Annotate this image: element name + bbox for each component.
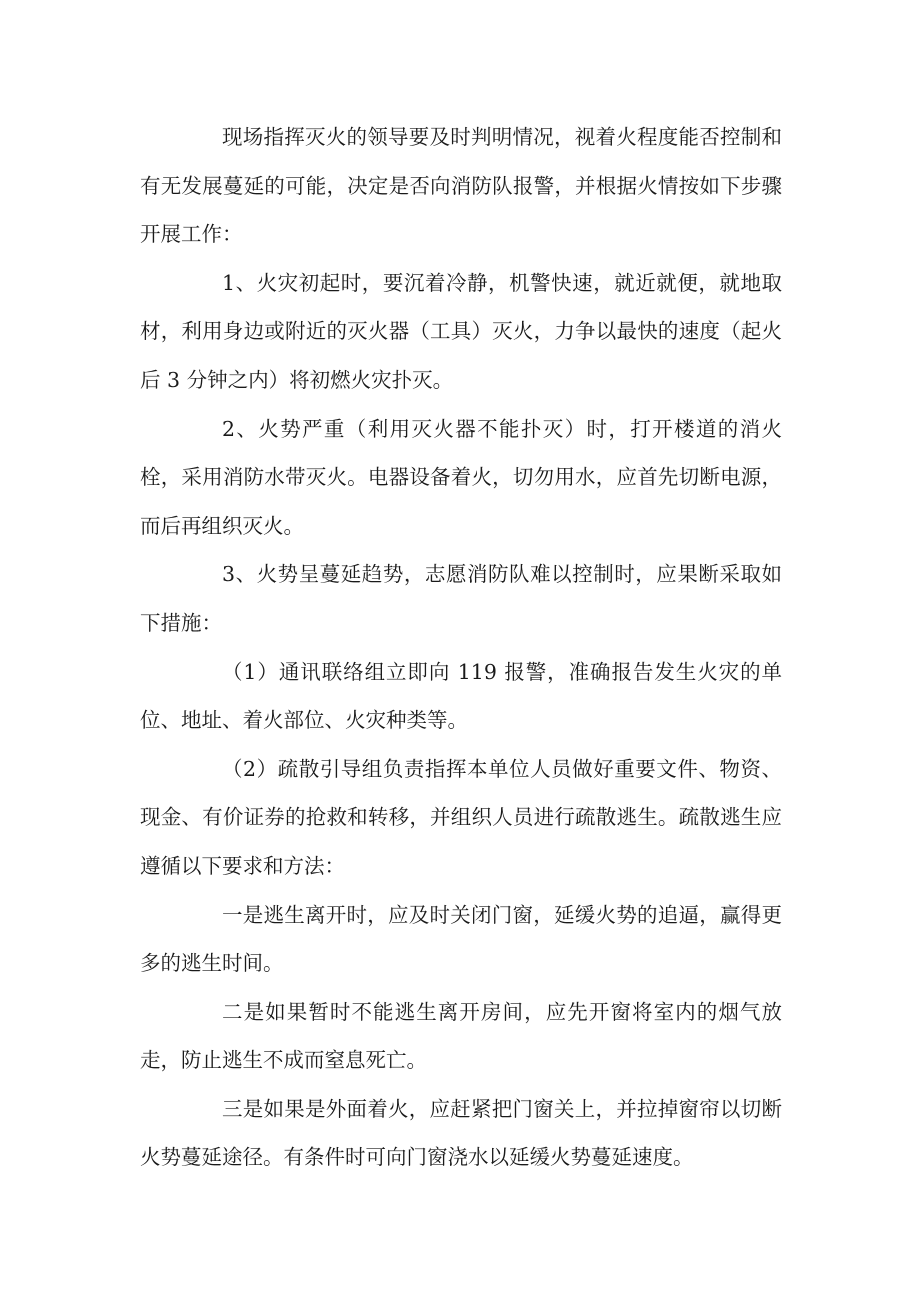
document-body bbox=[140, 113, 782, 1182]
paragraph-measure-2: （2）疏散引导组负责指挥本单位人员做好重要文件、物资、现金、有价证券的抢救和转移，并组织人员进行疏散逃生。疏散逃生应遵循以下要求和方法： bbox=[140, 756, 782, 878]
paragraph-intro: 现场指挥灭火的领导要及时判明情况，视着火程度能否控制和有无发展蔓延的可能，决定是否向消防队报警，并根据火情按如下步骤开展工作： bbox=[140, 125, 782, 247]
paragraph-step-3: 3、火势呈蔓延趋势，志愿消防队难以控制时，应果断采取如下措施： bbox=[140, 562, 782, 635]
paragraph-measure-1: （1）通讯联络组立即向 119 报警，准确报告发生火灾的单位、地址、着火部位、火灾种类等。 bbox=[140, 659, 782, 733]
paragraph-method-1: 一是逃生离开时，应及时关闭门窗，延缓火势的追逼，赢得更多的逃生时间。 bbox=[140, 902, 782, 976]
paragraph-method-3: 三是如果是外面着火，应赶紧把门窗关上，并拉掉窗帘以切断火势蔓延途径。有条件时可向门窗浇水以延缓火势蔓延速度。 bbox=[140, 1096, 782, 1170]
paragraph-method-2: 二是如果暂时不能逃生离开房间，应先开窗将室内的烟气放走，防止逃生不成而窒息死亡。 bbox=[140, 999, 782, 1073]
paragraph-step-2: 2、火势严重（利用灭火器不能扑灭）时，打开楼道的消火栓，采用消防水带灭火。电器设备着火，切勿用水，应首先切断电源，而后再组织灭火。 bbox=[140, 416, 782, 538]
paragraph-step-1: 1、火灾初起时，要沉着冷静，机警快速，就近就便，就地取材，利用身边或附近的灭火器（工具）灭火，力争以最快的速度（起火后 3 分钟之内）将初燃火灾扑灭。 bbox=[140, 270, 782, 392]
